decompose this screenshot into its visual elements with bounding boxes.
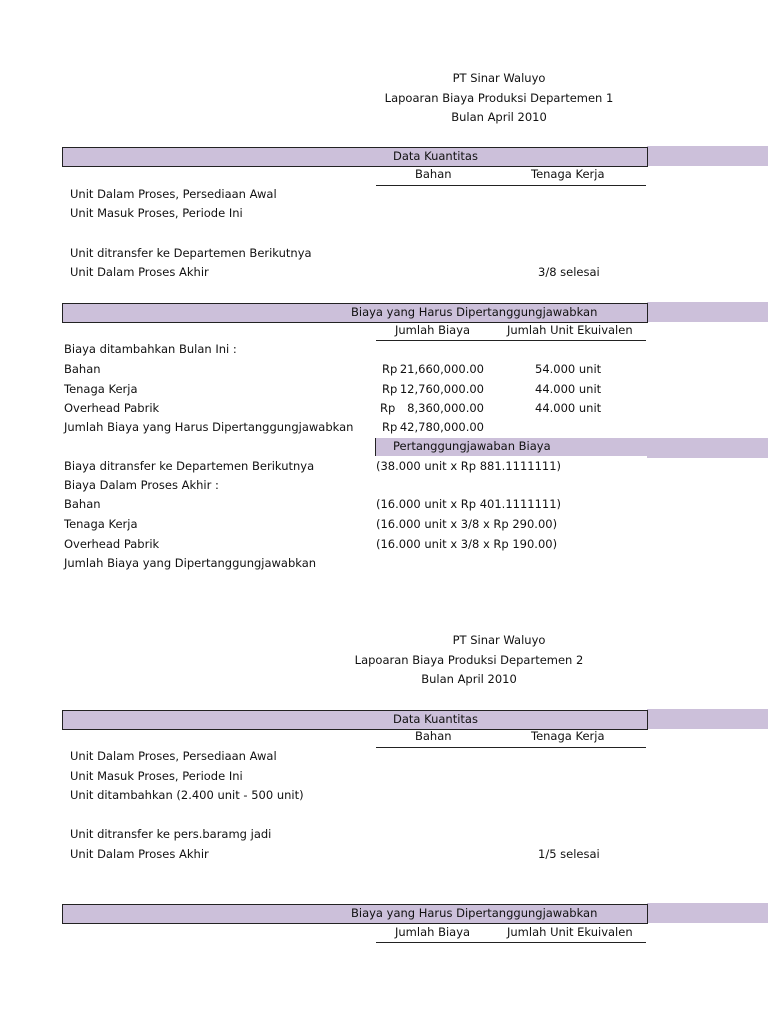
column-underline	[376, 942, 646, 943]
cost-total-label: Jumlah Biaya yang Harus Dipertanggungjawabkan	[64, 420, 354, 434]
col-bahan: Bahan	[415, 729, 452, 743]
column-underline	[376, 185, 646, 186]
currency: Rp	[382, 382, 398, 396]
cost-row-label: Bahan	[64, 362, 101, 376]
row-masuk: Unit Masuk Proses, Periode Ini	[70, 206, 243, 220]
added-label: Biaya ditambahkan Bulan Ini :	[64, 342, 237, 356]
cost-header-bar	[62, 303, 648, 323]
report-title: Lapoaran Biaya Produksi Departemen 1	[384, 91, 614, 105]
amount: 21,660,000.00	[399, 362, 484, 376]
company-name: PT Sinar Waluyo	[452, 71, 546, 85]
row-akhir: Unit Dalam Proses Akhir	[70, 847, 209, 861]
amount: 12,760,000.00	[399, 382, 484, 396]
col-jumlah-biaya: Jumlah Biaya	[395, 925, 471, 939]
col-jumlah-unit: Jumlah Unit Ekuivalen	[507, 925, 633, 939]
row-masuk: Unit Masuk Proses, Periode Ini	[70, 769, 243, 783]
currency: Rp	[382, 362, 398, 376]
cost-row-label: Tenaga Kerja	[64, 382, 138, 396]
row-awal: Unit Dalam Proses, Persediaan Awal	[70, 749, 277, 763]
row-awal: Unit Dalam Proses, Persediaan Awal	[70, 187, 277, 201]
header-fill-extension	[647, 903, 768, 923]
resp-row-label: Biaya Dalam Proses Akhir :	[64, 478, 219, 492]
row-akhir-tenaga-kerja: 1/5 selesai	[538, 847, 600, 861]
resp-row-label: Overhead Pabrik	[64, 537, 160, 551]
resp-header: Pertanggungjawaban Biaya	[393, 439, 551, 453]
amount: 42,780,000.00	[399, 420, 484, 434]
report-title: Lapoaran Biaya Produksi Departemen 2	[354, 653, 584, 667]
report-period: Bulan April 2010	[451, 110, 547, 124]
col-jumlah-biaya: Jumlah Biaya	[395, 323, 471, 337]
row-transfer: Unit ditransfer ke Departemen Berikutnya	[70, 246, 312, 260]
header-fill-extension	[647, 146, 768, 166]
header-fill-extension	[647, 709, 768, 729]
resp-row-label: Bahan	[64, 497, 101, 511]
resp-row-calc: (16.000 unit x 3/8 x Rp 290.00)	[376, 517, 558, 531]
currency: Rp	[382, 420, 398, 434]
cost-header: Biaya yang Harus Dipertanggungjawabkan	[351, 305, 598, 319]
cost-header: Biaya yang Harus Dipertanggungjawabkan	[351, 906, 598, 920]
currency: Rp	[380, 401, 396, 415]
resp-total-label: Jumlah Biaya yang Dipertanggungjawabkan	[64, 556, 317, 570]
cost-row-units: 54.000 unit	[535, 362, 602, 376]
col-tenaga-kerja: Tenaga Kerja	[531, 729, 605, 743]
row-akhir: Unit Dalam Proses Akhir	[70, 265, 209, 279]
quantity-header-bar	[62, 710, 648, 730]
quantity-header: Data Kuantitas	[393, 712, 478, 726]
resp-row-label: Biaya ditransfer ke Departemen Berikutnya	[64, 459, 315, 473]
cost-header-bar	[62, 904, 648, 924]
column-underline	[376, 340, 646, 341]
header-fill-extension	[647, 438, 768, 458]
quantity-header: Data Kuantitas	[393, 149, 478, 163]
amount: 8,360,000.00	[407, 401, 484, 415]
col-tenaga-kerja: Tenaga Kerja	[531, 167, 605, 181]
col-bahan: Bahan	[415, 167, 452, 181]
resp-row-calc: (16.000 unit x 3/8 x Rp 190.00)	[376, 537, 558, 551]
column-underline	[376, 747, 646, 748]
cost-row-units: 44.000 unit	[535, 382, 602, 396]
company-name: PT Sinar Waluyo	[452, 633, 546, 647]
report-period: Bulan April 2010	[421, 672, 517, 686]
resp-row-calc: (38.000 unit x Rp 881.1111111)	[376, 459, 562, 473]
resp-row-label: Tenaga Kerja	[64, 517, 138, 531]
quantity-header-bar	[62, 147, 648, 167]
resp-header-bar	[375, 438, 647, 456]
cost-row-units: 44.000 unit	[535, 401, 602, 415]
row-ditambahkan: Unit ditambahkan (2.400 unit - 500 unit)	[70, 788, 304, 802]
header-fill-extension	[647, 302, 768, 322]
row-transfer: Unit ditransfer ke pers.baramg jadi	[70, 827, 272, 841]
row-akhir-tenaga-kerja: 3/8 selesai	[538, 265, 600, 279]
cost-row-label: Overhead Pabrik	[64, 401, 160, 415]
resp-row-calc: (16.000 unit x Rp 401.1111111)	[376, 497, 562, 511]
col-jumlah-unit: Jumlah Unit Ekuivalen	[507, 323, 633, 337]
